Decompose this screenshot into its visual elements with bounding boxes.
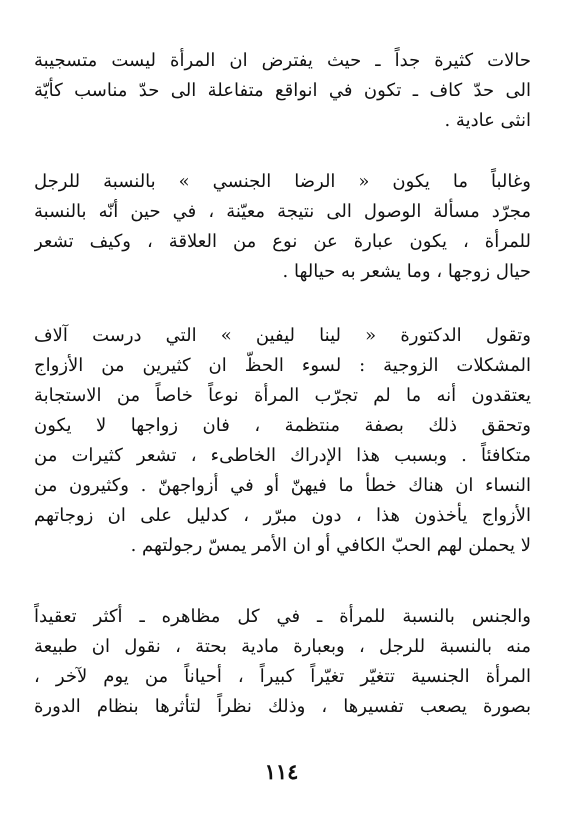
paragraph-4 <box>34 602 531 722</box>
text-line: يعتقدون أنه ما لم تجرّب المرأة نوعاً خاصاً من الاستجابة <box>34 385 531 406</box>
text-line: المشكلات الزوجية : لسوء الحظّ ان كثيرين من الأزواج <box>34 355 531 376</box>
text-line: وتقول الدكتورة « لينا ليفين » التي درست آلاف <box>34 325 531 346</box>
paragraph-2 <box>34 167 531 287</box>
text-line: انثى عادية . <box>444 110 531 131</box>
text-line: الأزواج يأخذون هذا ، دون مبرّر ، كدليل على ان زوجاتهم <box>34 505 531 526</box>
text-line: منه بالنسبة للرجل ، وبعبارة مادية بحتة ، نقول ان طبيعة <box>34 636 531 657</box>
text-line: النساء ان هناك خطأ ما فيهنّ أو في أزواجهنّ . وكثيرون من <box>34 475 531 496</box>
text-line: حالات كثيرة جداً ـ حيث يفترض ان المرأة ليست متسجيبة <box>34 50 531 71</box>
paragraph-1 <box>34 46 531 136</box>
text-line: المرأة الجنسية تتغيّر تغيّراً كبيراً ، أحياناً من يوم لآخر ، <box>34 666 531 687</box>
text-line: والجنس بالنسبة للمرأة ـ في كل مظاهره ـ أكثر تعقيداً <box>34 606 531 627</box>
text-line: بصورة يصعب تفسيرها ، وذلك نظراً لتأثرها بنظام الدورة <box>34 696 531 717</box>
text-line: وغالباً ما يكون « الرضا الجنسي » بالنسبة للرجل <box>34 171 531 192</box>
text-line: لا يحملن لهم الحبّ الكافي أو ان الأمر يمسّ رجولتهم . <box>130 535 531 556</box>
text-line: الى حدّ كاف ـ تكون في انواقع متفاعلة الى حدّ مناسب كأيّة <box>34 80 531 101</box>
text-line: مجرّد مسألة الوصول الى نتيجة معيّنة ، في حين أنّه بالنسبة <box>34 201 531 222</box>
text-line: متكافئاً . وبسبب هذا الإدراك الخاطىء ، تشعر كثيرات من <box>34 445 531 466</box>
text-line: وتحقق ذلك بصفة منتظمة ، فان زواجها لا يكون <box>34 415 531 436</box>
paragraph-3 <box>34 321 531 561</box>
page-number: ١١٤ <box>264 759 299 784</box>
text-line: للمرأة ، يكون عبارة عن نوع من العلاقة ، وكيف تشعر <box>34 231 531 252</box>
text-line: حيال زوجها ، وما يشعر به حيالها . <box>282 261 531 282</box>
